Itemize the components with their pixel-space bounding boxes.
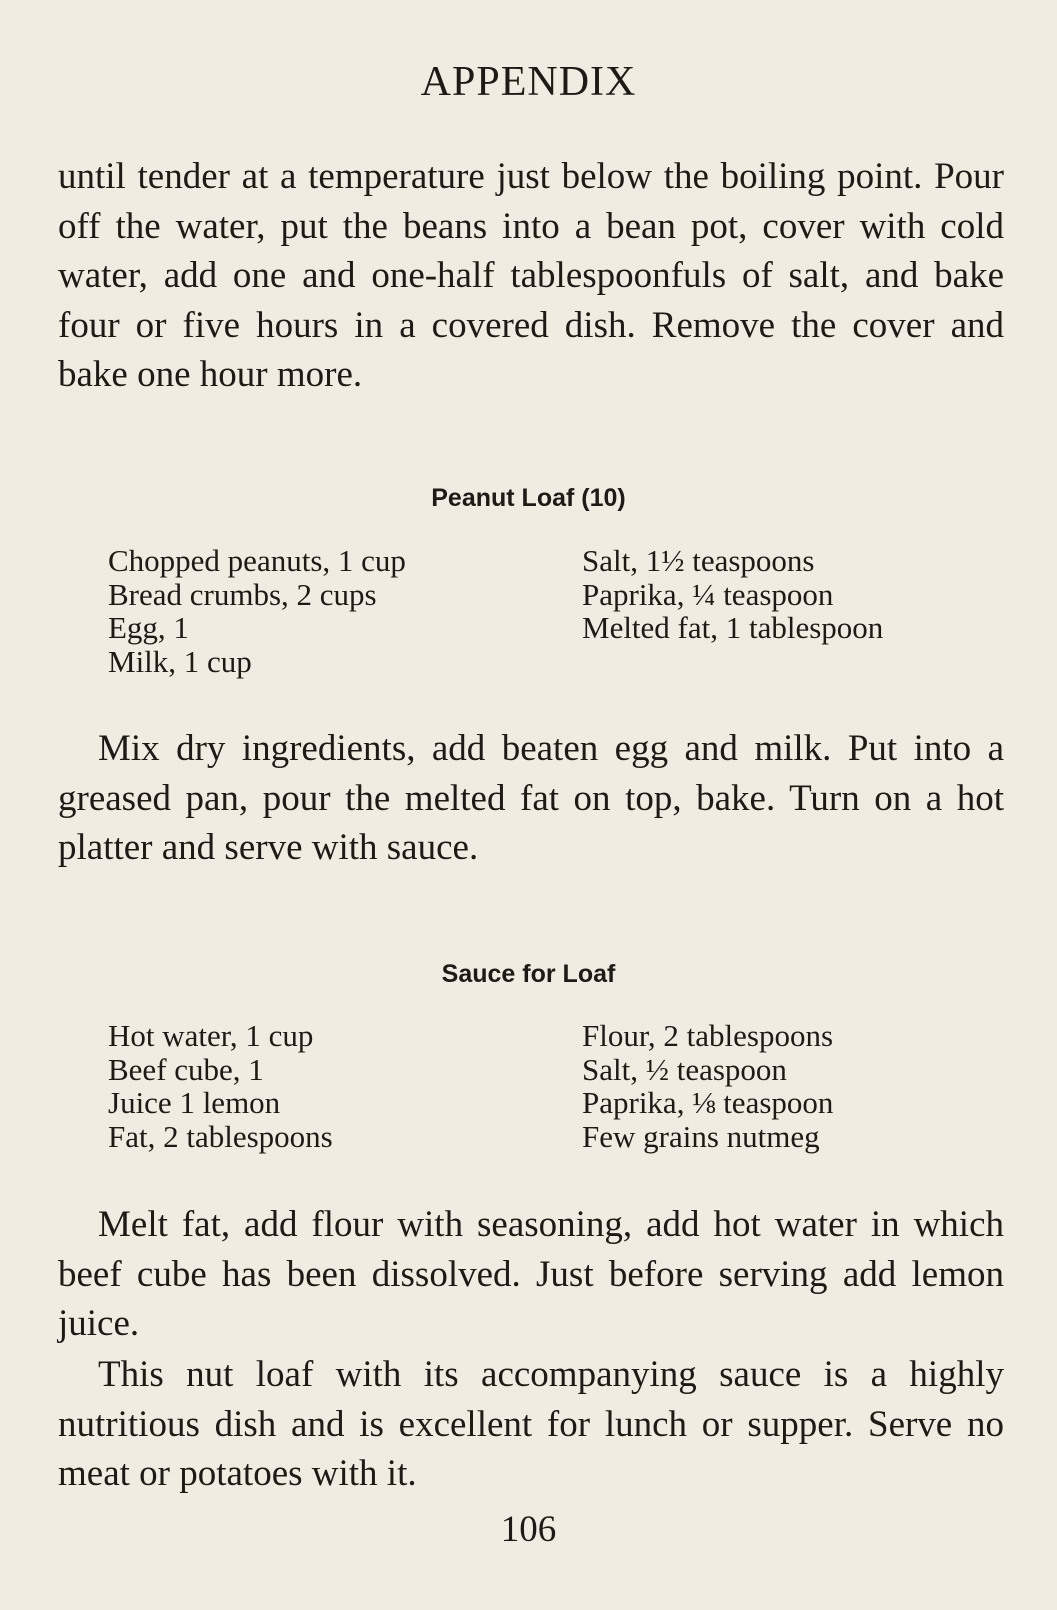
ingredient-item: Beef cube, 1 <box>108 1051 264 1087</box>
ingredient-item: Juice 1 lemon <box>108 1085 281 1120</box>
peanut-loaf-ingredients-right <box>582 544 883 645</box>
ingredient-item: Melted fat, 1 tablespoon <box>582 610 884 645</box>
ingredient-item: Egg, 1 <box>108 610 189 645</box>
peanut-loaf-title: Peanut Loaf (10) <box>431 484 626 512</box>
page-number: 106 <box>500 1509 557 1550</box>
loaf-method-paragraph: Mix dry ingredients, add beaten egg and milk. Put into a greased pan, pour the melted fat on top, bake. Turn on a hot platter and serve with sauce. <box>58 728 1004 868</box>
sauce-title: Sauce for Loaf <box>441 960 616 988</box>
ingredient-item: Milk, 1 cup <box>108 643 252 679</box>
intro-paragraph: until tender at a temperature just below the boiling point. Pour off the water, put the beans into a bean pot, cover with cold water, add one and one-half tablespoonfuls of salt, and bake four or five hours in a covered dish. Remove the cover and bake one hour more. <box>58 156 1004 395</box>
ingredient-item: Flour, 2 tablespoons <box>582 1018 834 1053</box>
ingredient-item: Salt, ½ teaspoon <box>582 1051 787 1087</box>
ingredient-item: Bread crumbs, 2 cups <box>108 576 377 612</box>
sauce-ingredients-left <box>108 1019 333 1153</box>
ingredient-item: Salt, 1½ teaspoons <box>582 543 815 578</box>
ingredient-item: Few grains nutmeg <box>582 1118 820 1154</box>
ingredient-item: Hot water, 1 cup <box>108 1018 314 1053</box>
running-head: APPENDIX <box>420 59 637 105</box>
closing-paragraph: This nut loaf with its accompanying sauce is a highly nutritious dish and is excellent for lunch or supper. Serve no meat or potatoes with it. <box>58 1354 1004 1494</box>
sauce-ingredients-right <box>582 1019 833 1153</box>
peanut-loaf-ingredients-left <box>108 544 406 678</box>
ingredient-item: Fat, 2 tablespoons <box>108 1118 333 1154</box>
ingredient-item: Chopped peanuts, 1 cup <box>108 543 406 578</box>
ingredient-item: Paprika, ¼ teaspoon <box>582 576 834 612</box>
sauce-method-paragraph: Melt fat, add flour with seasoning, add hot water in which beef cube has been dissolved. Just before serving add lemon juice. <box>58 1204 1004 1344</box>
ingredient-item: Paprika, ⅛ teaspoon <box>582 1085 834 1120</box>
